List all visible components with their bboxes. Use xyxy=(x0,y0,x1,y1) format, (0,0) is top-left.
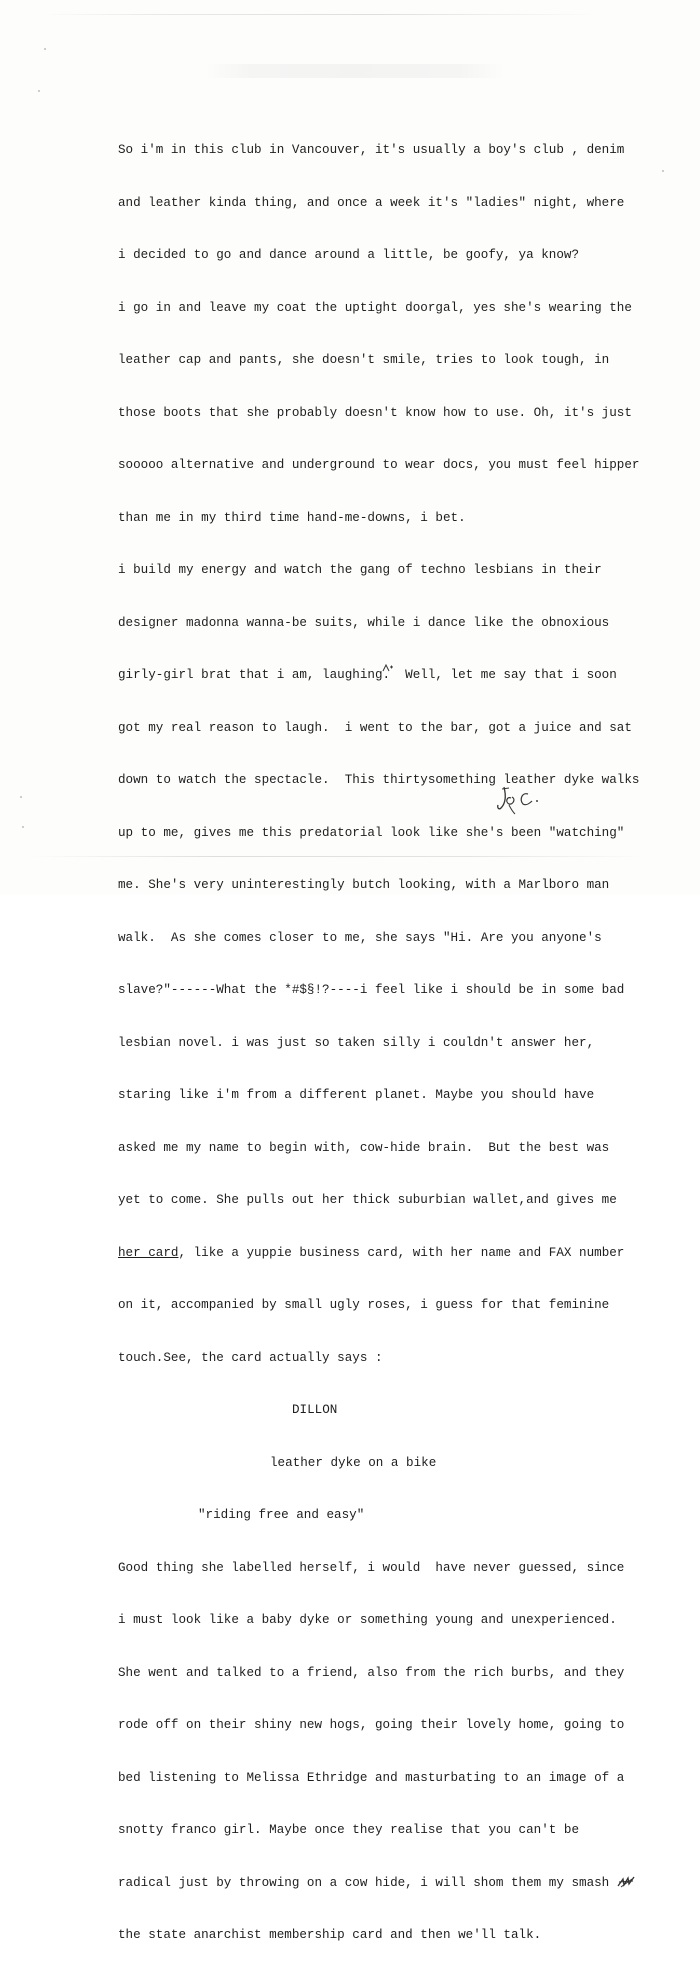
text-line: snotty franco girl. Maybe once they realise that you can't be xyxy=(118,1823,580,1837)
text-line: girly-girl brat that i am, laughing. Well, let me say that i soon xyxy=(118,668,617,682)
text-line: i decided to go and dance around a little, be goofy, ya know? xyxy=(118,248,580,262)
card-line-rest: , like a yuppie business card, with her name and FAX number xyxy=(178,1245,625,1260)
text-line: Good thing she labelled herself, i would have never guessed, since xyxy=(118,1560,625,1575)
text-line: touch.See, the card actually says : xyxy=(118,1350,383,1365)
text-line-smash: radical just by throwing on a cow hide, i will shom them my smash xyxy=(118,1875,610,1890)
handwritten-signature-icon xyxy=(494,781,554,817)
text-line: i must look like a baby dyke or something young and unexperienced. xyxy=(118,1613,617,1627)
text-line: on it, accompanied by small ugly roses, i guess for that feminine xyxy=(118,1298,610,1312)
text-line: leather cap and pants, she doesn't smile, tries to look tough, in xyxy=(118,353,610,367)
text-line: designer madonna wanna-be suits, while i dance like the obnoxious xyxy=(118,615,610,630)
scan-edge-top xyxy=(40,14,600,15)
card-name: DILLON xyxy=(292,1403,338,1417)
text-line: She went and talked to a friend, also from the rich burbs, and they xyxy=(118,1665,625,1680)
text-line: i go in and leave my coat the uptight doorgal, yes she's wearing the xyxy=(118,300,632,315)
text-line: slave?"------What the *#$§!?----i feel like i should be in some bad xyxy=(118,983,625,997)
text-line: i build my energy and watch the gang of techno lesbians in their xyxy=(118,563,602,577)
speck xyxy=(44,48,46,50)
card-line-2: "riding free and easy" xyxy=(198,1508,365,1522)
text-line: So i'm in this club in Vancouver, it's usually a boy's club , denim xyxy=(118,143,625,157)
faded-heading-smudge xyxy=(205,64,505,78)
speck xyxy=(38,90,40,92)
text-line: walk. As she comes closer to me, she says "Hi. Are you anyone's xyxy=(118,930,602,945)
text-line: bed listening to Melissa Ethridge and masturbating to an image of a xyxy=(118,1770,625,1785)
speck xyxy=(20,796,22,798)
card-line-1: leather dyke on a bike xyxy=(270,1455,437,1470)
text-line: up to me, gives me this predatorial look like she's been "watching" xyxy=(118,825,625,840)
text-line: staring like i'm from a different planet. Maybe you should have xyxy=(118,1088,595,1102)
text-line: me. She's very uninterestingly butch looking, with a Marlboro man xyxy=(118,878,610,892)
text-line-card xyxy=(118,1245,678,1263)
handwritten-scribble-icon xyxy=(617,1875,635,1889)
typed-letter-body xyxy=(118,107,678,1980)
text-line: rode off on their shiny new hogs, going their lovely home, going to xyxy=(118,1718,625,1732)
text-line: the state anarchist membership card and then we'll talk. xyxy=(118,1928,542,1942)
text-line: than me in my third time hand-me-downs, i bet. xyxy=(118,510,466,525)
underlined-her-card: her card xyxy=(118,1245,179,1260)
text-line-with-scribble xyxy=(118,1875,678,1893)
speck xyxy=(22,826,24,828)
text-line: those boots that she probably doesn't know how to use. Oh, it's just xyxy=(118,405,632,420)
text-line: lesbian novel. i was just so taken silly i couldn't answer her, xyxy=(118,1035,595,1050)
text-line: down to watch the spectacle. This thirtysomething leather dyke walks xyxy=(118,773,640,787)
text-line: yet to come. She pulls out her thick suburbian wallet,and gives me xyxy=(118,1193,617,1207)
text-line: and leather kinda thing, and once a week it's "ladies" night, where xyxy=(118,195,625,210)
scan-edge-bottom xyxy=(30,856,650,857)
text-line: sooooo alternative and underground to wear docs, you must feel hipper xyxy=(118,458,640,472)
insertion-caret-icon xyxy=(381,663,395,673)
text-line: asked me my name to begin with, cow-hide brain. But the best was xyxy=(118,1140,610,1155)
text-line: got my real reason to laugh. i went to the bar, got a juice and sat xyxy=(118,720,632,735)
